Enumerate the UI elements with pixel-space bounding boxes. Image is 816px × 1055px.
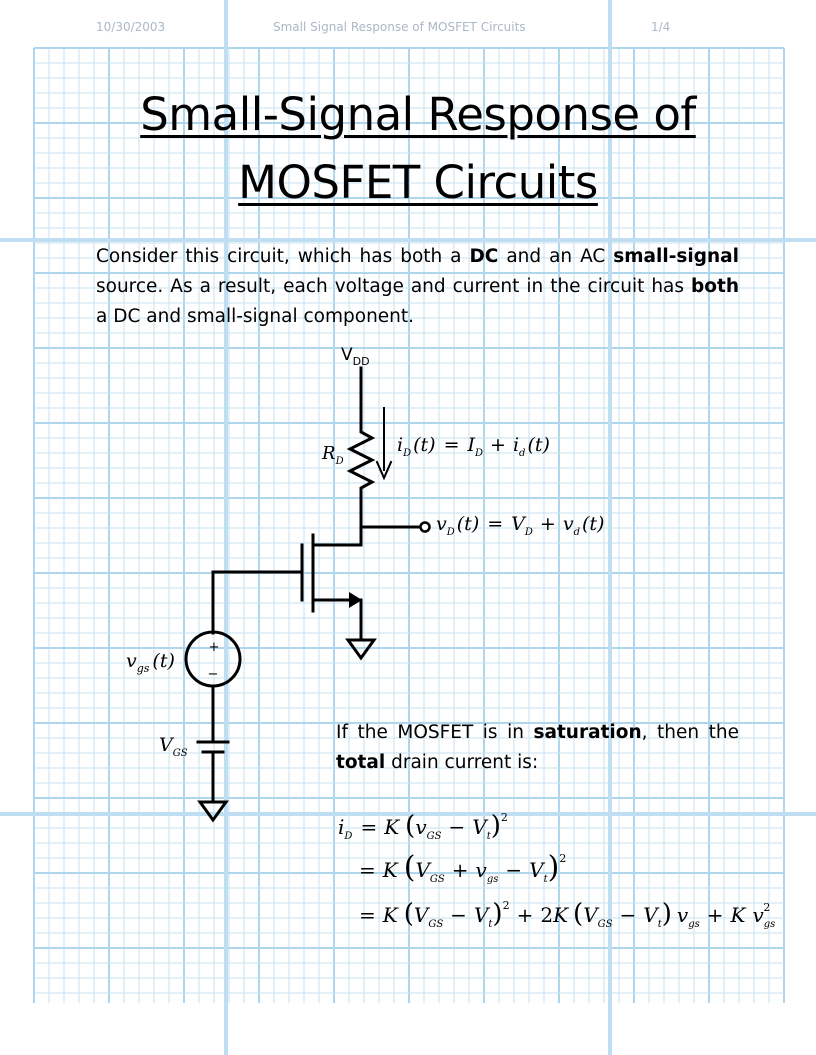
intro-paragraph: Consider this circuit, which has both a DC and an AC small-signal source. As a result, each voltage and current in the circuit has both a DC and small-signal component. <box>96 246 739 327</box>
rd-label: $R_D$ <box>322 443 344 467</box>
page-title-line-2: MOSFET Circuits <box>238 156 598 209</box>
vgs-battery-label: $V_{GS}$ <box>159 734 188 759</box>
equation-line-2: = K $(V_{GS} + v_{gs} - V_t)^2$ <box>359 850 567 885</box>
source-plus-sign: + <box>208 640 220 655</box>
header-page-number: 1/4 <box>651 20 671 34</box>
drain-voltage-equation: $v_D$ $(t) = V_D + v_d$ (t) <box>436 513 605 538</box>
vdd-label: $V_{DD}$ <box>341 345 370 368</box>
source-minus-sign: − <box>207 667 219 682</box>
header-date: 10/30/2003 <box>96 20 166 34</box>
equation-line-1: $i_D = K$ $(v_{GS} - V_t)^2$ <box>338 811 508 842</box>
saturation-paragraph: If the MOSFET is in saturation, then the total drain current is: <box>336 722 739 773</box>
vgs-source-label: $v_{gs}$ (t) <box>126 650 175 675</box>
page-title-line-1: Small-Signal Response of <box>140 88 696 141</box>
equation-line-3: = K $(V_{GS} - V_t)^2 + 2K$ $(V_{GS} - V_t) v_{gs} + K$ $v_{gs}2$ <box>359 899 776 930</box>
drain-current-equation: $i_D$ $(t) = I_D + i_d$ (t) <box>397 434 550 459</box>
header-title: Small Signal Response of MOSFET Circuits <box>273 20 526 34</box>
